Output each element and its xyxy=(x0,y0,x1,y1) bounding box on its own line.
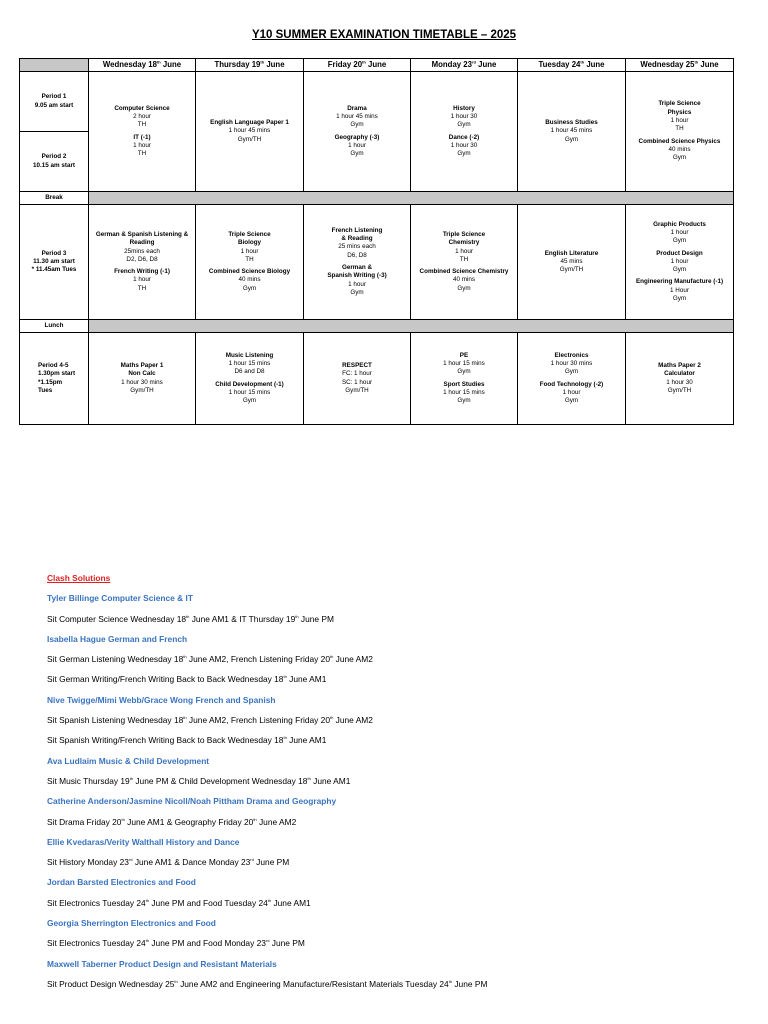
exam-entry xyxy=(91,268,193,293)
exam-detail: 1 hour 30 mins xyxy=(550,359,593,367)
exam-detail: 1 hour xyxy=(240,247,259,255)
clash-heading: Clash Solutions xyxy=(47,573,111,583)
date-ordinal: th xyxy=(253,816,257,822)
date-ordinal: th xyxy=(283,674,287,680)
date-ordinal: th xyxy=(307,776,311,782)
exam-subject: French Writing (-1) xyxy=(114,268,170,276)
exam-detail: Gym xyxy=(457,368,471,376)
date-ordinal: th xyxy=(121,816,125,822)
exam-detail: 1 hour 30 xyxy=(450,112,478,120)
exam-detail: 1 hour 45 mins xyxy=(550,127,593,135)
exam-detail: Gym xyxy=(564,368,579,376)
clash-text-part: June AM1 & Dance Monday 23 xyxy=(132,857,251,868)
clash-text-part: June AM1 xyxy=(271,897,311,908)
exam-detail: Gym xyxy=(242,284,257,292)
exam-entry xyxy=(91,362,193,395)
exam-detail: 1 hour xyxy=(670,257,689,265)
date-ordinal: th xyxy=(330,715,334,721)
exam-subject: Engineering Manufacture (-1) xyxy=(635,278,724,286)
student-names xyxy=(47,751,747,771)
exam-subject: Combined Science Biology xyxy=(208,268,291,276)
exam-detail: 1 hour 15 mins xyxy=(228,359,271,367)
student-names xyxy=(47,690,747,710)
clash-instruction xyxy=(47,730,747,750)
period-45-row xyxy=(20,333,734,425)
header-row xyxy=(20,59,734,72)
exam-subject: Dance (-2) xyxy=(448,133,480,141)
date-ordinal: th xyxy=(183,715,187,721)
day-header xyxy=(626,59,734,72)
exam-detail: TH xyxy=(675,125,684,133)
clash-instruction xyxy=(47,710,747,730)
day-header xyxy=(89,59,196,72)
exam-subject-line-2: Biology xyxy=(237,239,262,247)
exam-detail: Gym/TH xyxy=(345,386,369,394)
exam-detail: D6 and D8 xyxy=(234,368,265,376)
clash-text-part: Jordan Barsted Electronics and Food xyxy=(47,877,196,888)
exam-subject-line-2: Chemistry xyxy=(448,239,480,247)
student-names xyxy=(47,832,747,852)
clash-text-part: Tyler Billinge Computer Science & IT xyxy=(47,593,193,604)
date-ordinal: th xyxy=(129,776,134,782)
day-ordinal: th xyxy=(260,59,265,65)
exam-detail: Gym xyxy=(457,121,471,129)
exam-subject-line-2: Physics xyxy=(667,108,692,116)
period-3-row xyxy=(20,205,734,320)
period-45-title: Period 4-5 xyxy=(38,361,69,369)
exam-detail: Gym xyxy=(672,295,687,303)
exam-subject: Maths Paper 2 xyxy=(658,361,701,369)
exam-detail: TH xyxy=(245,255,254,263)
exam-subject: IT (-1) xyxy=(133,133,151,141)
clash-text-part: June PM xyxy=(253,857,290,868)
clash-text-part: Isabella Hague German and French xyxy=(47,633,188,644)
exam-detail: 40 mins xyxy=(238,276,261,284)
exam-subject: Computer Science xyxy=(114,104,170,112)
exam-detail: TH xyxy=(459,255,469,263)
period-1-time: 9.05 am start xyxy=(34,101,74,109)
day-name: Wednesday 18 xyxy=(102,59,157,69)
exam-cell xyxy=(304,333,411,425)
clash-text-part: Sit Computer Science Wednesday 18 xyxy=(47,613,187,624)
date-ordinal: th xyxy=(448,979,453,985)
exam-detail: 1 hour xyxy=(348,280,366,288)
exam-subject: Combined Science Chemistry xyxy=(419,268,509,276)
exam-subject: English Literature xyxy=(544,249,599,257)
exam-detail: Gym/TH xyxy=(559,266,584,274)
exam-detail: 40 mins xyxy=(668,145,691,153)
exam-cell xyxy=(196,72,304,192)
clash-instruction xyxy=(47,933,747,953)
exam-detail: 1 hour xyxy=(670,117,689,125)
student-names xyxy=(47,791,747,811)
exam-subject: Music Listening xyxy=(225,351,274,359)
clash-text-part: June AM2, French Listening Friday 20 xyxy=(186,715,330,726)
exam-detail: Gym/TH xyxy=(237,135,262,143)
exam-cell xyxy=(518,72,626,192)
exam-entry xyxy=(306,264,408,297)
exam-detail: 1 hour xyxy=(133,276,151,284)
exam-cell xyxy=(518,333,626,425)
student-names xyxy=(47,588,747,608)
exam-cell xyxy=(304,205,411,320)
period-1-label xyxy=(20,72,89,132)
date-ordinal: th xyxy=(174,979,178,985)
exam-detail: Gym xyxy=(457,397,471,405)
exam-subject: Electronics xyxy=(554,351,589,359)
exam-entry xyxy=(198,231,301,264)
lunch-bar xyxy=(89,320,734,333)
date-ordinal: th xyxy=(183,654,187,660)
exam-entry xyxy=(413,134,515,159)
exam-subject-line-2: & Reading xyxy=(341,235,373,243)
exam-detail: D6, D8 xyxy=(347,251,367,259)
day-header xyxy=(196,59,304,72)
exam-subject: Product Design xyxy=(656,249,703,257)
day-name: Wednesday 25 xyxy=(640,59,695,69)
exam-detail: 40 mins xyxy=(452,276,476,284)
clash-text-part: June AM2, French Listening Friday 20 xyxy=(186,654,330,665)
date-ordinal: th xyxy=(295,613,299,619)
exam-entry xyxy=(520,381,623,406)
exam-entry xyxy=(520,352,623,377)
day-ordinal: th xyxy=(694,59,699,65)
date-ordinal: rd xyxy=(128,857,133,863)
exam-detail: Gym xyxy=(350,121,364,129)
clash-text-part: Sit Product Design Wednesday 25 xyxy=(47,978,175,989)
exam-detail: Gym xyxy=(672,266,687,274)
exam-entry xyxy=(628,138,731,163)
exam-subject-line-2: Reading xyxy=(129,239,155,247)
period-45-label xyxy=(20,333,89,425)
exam-detail: 45 mins xyxy=(560,257,583,265)
clash-text-part: Maxwell Taberner Product Design and Resistant Materials xyxy=(47,958,277,969)
exam-entry xyxy=(198,352,301,377)
exam-cell xyxy=(89,205,196,320)
exam-detail: 1 hour 45 mins xyxy=(228,127,271,135)
exam-entry xyxy=(198,119,301,144)
clash-instruction xyxy=(47,852,747,872)
exam-subject: French Listening xyxy=(331,226,383,234)
day-month: June xyxy=(264,59,285,69)
exam-detail: 1 hour xyxy=(670,228,689,236)
exam-detail: Gym xyxy=(564,397,579,405)
date-ordinal: th xyxy=(329,654,334,660)
exam-detail: 2 hour xyxy=(133,112,151,120)
clash-solutions xyxy=(47,568,747,994)
exam-cell xyxy=(196,205,304,320)
period-2-label xyxy=(20,132,89,192)
exam-cell xyxy=(411,333,518,425)
exam-entry xyxy=(628,362,731,395)
exam-detail: 1 hour 15 mins xyxy=(228,388,271,396)
exam-subject-line-2: Calculator xyxy=(664,370,695,378)
day-month: June xyxy=(475,59,497,69)
period-3-label xyxy=(20,205,89,320)
exam-detail: 25mins each xyxy=(124,247,160,255)
exam-entry xyxy=(628,100,731,133)
exam-entry xyxy=(198,268,301,293)
clash-list xyxy=(47,588,747,994)
period-45-note: *1.15pm xyxy=(38,378,63,386)
period-1-row xyxy=(20,72,734,132)
clash-instruction xyxy=(47,974,747,994)
exam-subject: Triple Science xyxy=(442,230,486,238)
exam-detail: Gym/TH xyxy=(130,386,154,394)
clash-text-part: June PM and Food Tuesday 24 xyxy=(149,897,268,908)
day-header xyxy=(518,59,626,72)
lunch-label: Lunch xyxy=(20,320,89,333)
exam-subject: German & xyxy=(341,264,373,271)
clash-text-part: Georgia Sherrington Electronics and Food xyxy=(47,918,216,929)
student-names xyxy=(47,872,747,892)
exam-detail: D2, D6, D8 xyxy=(126,255,158,263)
exam-cell xyxy=(626,72,734,192)
clash-text-part: June PM xyxy=(452,978,488,989)
exam-subject: Triple Science xyxy=(658,100,701,108)
clash-text-part: June AM1 & IT Thursday 19 xyxy=(189,613,296,624)
exam-cell xyxy=(626,333,734,425)
clash-instruction xyxy=(47,609,747,629)
clash-text-part: Sit Music Thursday 19 xyxy=(47,775,130,786)
clash-text-part: Sit German Listening Wednesday 18 xyxy=(47,654,184,665)
exam-detail: 25 mins each xyxy=(338,243,376,251)
day-ordinal: th xyxy=(156,59,161,65)
date-ordinal: rd xyxy=(250,857,254,863)
exam-subject: PE xyxy=(459,351,469,359)
exam-subject: Graphic Products xyxy=(653,220,706,228)
exam-subject: Food Technology (-2) xyxy=(539,380,604,388)
exam-detail: Gym xyxy=(457,284,471,292)
clash-text-part: Catherine Anderson/Jasmine Nicoll/Noah Pittham Drama and Geography xyxy=(47,796,337,807)
day-header xyxy=(411,59,518,72)
exam-subject: English Language Paper 1 xyxy=(210,119,289,127)
date-ordinal: th xyxy=(186,613,190,619)
exam-entry xyxy=(413,352,515,377)
period-3-title: Period 3 xyxy=(41,249,67,257)
exam-subject-line-2: Non Calc xyxy=(128,370,156,378)
clash-text-part: June AM1 xyxy=(310,775,351,786)
exam-detail: 1 hour xyxy=(455,247,473,255)
exam-detail: 1 hour 30 xyxy=(666,378,693,386)
exam-entry xyxy=(628,278,731,303)
clash-text-part: Sit Drama Friday 20 xyxy=(47,816,122,827)
day-month: June xyxy=(698,59,719,69)
clash-text-part: June AM1 xyxy=(286,674,327,685)
exam-cell xyxy=(89,333,196,425)
clash-text-part: June PM xyxy=(269,938,305,949)
exam-detail: Gym xyxy=(350,288,364,296)
exam-entry xyxy=(413,231,515,264)
timetable-table xyxy=(19,58,734,425)
exam-entry xyxy=(306,362,408,395)
exam-detail: 1 hour 30 mins xyxy=(121,378,163,386)
clash-text-part: June AM1 & Geography Friday 20 xyxy=(124,816,254,827)
day-ordinal: th xyxy=(580,59,585,65)
clash-text-part: Sit German Writing/French Writing Back to Back Wednesday 18 xyxy=(47,674,284,685)
exam-detail: Gym xyxy=(564,135,579,143)
exam-subject: Business Studies xyxy=(545,119,598,127)
period-1-title: Period 1 xyxy=(41,93,67,101)
student-names xyxy=(47,913,747,933)
period-45-note-2: Tues xyxy=(38,386,53,394)
exam-subject: German & Spanish Listening & xyxy=(95,230,189,238)
clash-text-part: June AM2 xyxy=(256,816,297,827)
exam-entry xyxy=(413,105,515,130)
day-name: Friday 20 xyxy=(327,59,363,69)
exam-detail: 1 hour 30 xyxy=(450,141,478,149)
day-name: Thursday 19 xyxy=(214,59,261,69)
exam-cell xyxy=(304,72,411,192)
day-header xyxy=(304,59,411,72)
period-2-title: Period 2 xyxy=(41,153,67,161)
day-month: June xyxy=(584,59,605,69)
exam-subject: Geography (-3) xyxy=(334,133,380,141)
period-3-note: * 11.45am Tues xyxy=(31,266,77,274)
exam-subject: History xyxy=(453,104,475,112)
exam-entry xyxy=(91,134,193,159)
exam-subject: RESPECT xyxy=(342,361,372,369)
exam-detail: Gym xyxy=(242,397,257,405)
clash-text-part: June AM2 xyxy=(333,654,373,665)
day-name: Monday 23 xyxy=(431,59,472,69)
day-month: June xyxy=(160,59,182,69)
clash-text-part: June PM and Food Monday 23 xyxy=(149,938,266,949)
exam-detail: Gym/TH xyxy=(667,386,692,394)
clash-instruction xyxy=(47,649,747,669)
exam-detail: 1 hour 15 mins xyxy=(443,388,485,396)
exam-entry xyxy=(413,381,515,406)
exam-entry xyxy=(306,134,408,159)
clash-text-part: June PM & Child Development Wednesday 18 xyxy=(133,775,308,786)
day-ordinal: th xyxy=(362,59,366,65)
exam-entry xyxy=(91,105,193,130)
exam-cell xyxy=(89,72,196,192)
day-name: Tuesday 24 xyxy=(538,59,581,69)
exam-cell xyxy=(626,205,734,320)
exam-detail: TH xyxy=(137,284,147,292)
clash-text-part: Sit Spanish Writing/French Writing Back to Back Wednesday 18 xyxy=(47,735,284,746)
clash-instruction xyxy=(47,771,747,791)
exam-entry xyxy=(413,268,515,293)
exam-cell xyxy=(411,205,518,320)
clash-text-part: Ellie Kvedaras/Verity Walthall History and Dance xyxy=(47,836,240,847)
exam-detail: Gym xyxy=(672,237,687,245)
student-names xyxy=(47,629,747,649)
lunch-row xyxy=(20,320,734,333)
exam-entry xyxy=(306,227,408,260)
exam-detail: TH xyxy=(137,121,147,129)
date-ordinal: th xyxy=(283,735,287,741)
exam-detail: 1 hour 15 mins xyxy=(443,359,485,367)
exam-entry xyxy=(628,221,731,246)
exam-subject-line-2: Spanish Writing (-3) xyxy=(327,272,387,280)
exam-detail: SC: 1 hour xyxy=(341,378,373,386)
exam-cell xyxy=(518,205,626,320)
exam-detail: Gym xyxy=(457,150,471,158)
exam-subject: Maths Paper 1 xyxy=(120,361,164,369)
exam-detail: Gym xyxy=(350,150,364,158)
corner-cell xyxy=(20,59,89,72)
break-label: Break xyxy=(20,192,89,205)
exam-detail: 1 Hour xyxy=(670,286,689,294)
period-3-time: 11.30 am start xyxy=(33,257,75,265)
exam-detail: 1 hour xyxy=(562,388,581,396)
exam-subject: Child Development (-1) xyxy=(215,380,284,388)
student-names xyxy=(47,954,747,974)
date-ordinal: rd xyxy=(265,938,270,944)
exam-detail: 1 hour xyxy=(133,141,151,149)
clash-text-part: June AM2 xyxy=(333,715,373,726)
period-2-time: 10.15 am start xyxy=(32,161,75,169)
clash-text-part: June AM1 xyxy=(286,735,327,746)
clash-instruction xyxy=(47,893,747,913)
clash-text-part: Sit Electronics Tuesday 24 xyxy=(47,938,146,949)
clash-text-part: Ava Ludlaim Music & Child Development xyxy=(47,755,210,766)
day-month: June xyxy=(365,59,387,69)
exam-subject: Drama xyxy=(347,104,367,112)
period-45-time: 1.30pm start xyxy=(38,370,76,378)
clash-text-part: June PM xyxy=(298,613,334,624)
break-row xyxy=(20,192,734,205)
page-title: Y10 SUMMER EXAMINATION TIMETABLE – 2025 xyxy=(251,29,517,41)
exam-entry xyxy=(91,231,193,264)
exam-entry xyxy=(520,119,623,144)
date-ordinal: th xyxy=(145,897,150,903)
exam-entry xyxy=(306,105,408,130)
clash-text-part: Sit Electronics Tuesday 24 xyxy=(47,897,146,908)
exam-subject: Sport Studies xyxy=(443,380,485,388)
exam-detail: TH xyxy=(137,150,147,158)
clash-text-part: Nive Twigge/Mimi Webb/Grace Wong French and Spanish xyxy=(47,694,276,705)
exam-detail: Gym xyxy=(672,154,687,162)
day-ordinal: rd xyxy=(471,59,476,65)
clash-text-part: Sit Spanish Listening Wednesday 18 xyxy=(47,715,184,726)
exam-entry xyxy=(198,381,301,406)
clash-instruction xyxy=(47,669,747,689)
exam-detail: 1 hour 45 mins xyxy=(336,112,378,120)
exam-subject: Triple Science xyxy=(228,230,271,238)
clash-instruction xyxy=(47,812,747,832)
clash-text-part: June AM2 and Engineering Manufacture/Resistant Materials Tuesday 24 xyxy=(177,978,449,989)
exam-cell xyxy=(196,333,304,425)
break-bar xyxy=(89,192,734,205)
exam-detail: FC: 1 hour xyxy=(342,370,372,378)
exam-cell xyxy=(411,72,518,192)
exam-subject: Combined Science Physics xyxy=(638,137,721,145)
exam-entry xyxy=(520,250,623,275)
exam-detail: 1 hour xyxy=(348,141,366,149)
clash-text-part: Sit History Monday 23 xyxy=(47,857,129,868)
date-ordinal: th xyxy=(145,938,150,944)
date-ordinal: th xyxy=(267,897,272,903)
exam-entry xyxy=(628,250,731,275)
